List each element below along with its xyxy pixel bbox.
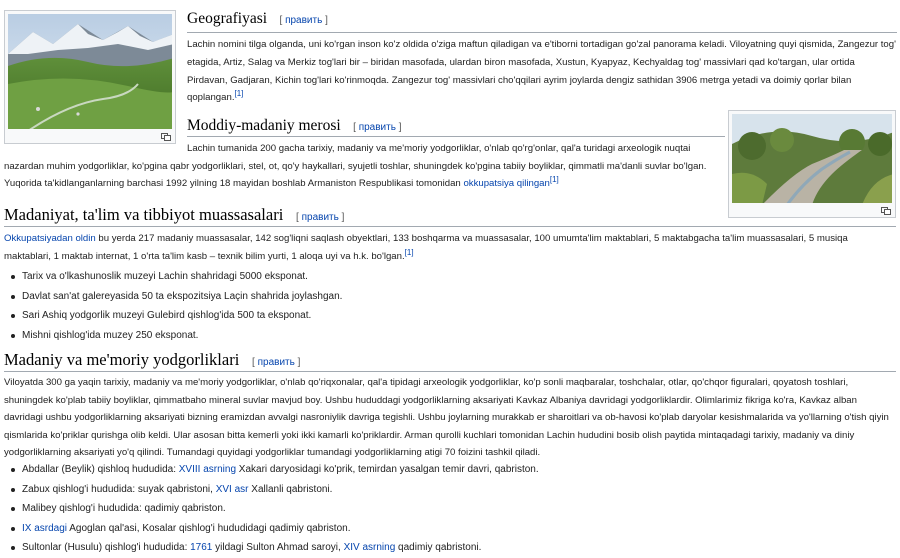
monuments-edit[interactable]: [ править ] <box>252 357 301 368</box>
item-text: Abdallar (Beylik) qishloq hududida: <box>22 464 179 475</box>
culture-title: Madaniyat, ta'lim va tibbiyot muassasalari <box>4 205 284 224</box>
item-text: Sultonlar (Husulu) qishlog'i hududida: <box>22 542 191 553</box>
item-text: qadimiy qabristoni. <box>395 542 482 553</box>
geography-text <box>187 36 897 107</box>
culture-ref[interactable]: [1] <box>404 247 414 257</box>
occupation-link[interactable]: okkupatsiya qilingan <box>463 178 550 189</box>
list-item <box>4 538 884 558</box>
list-item: Mishni qishlog'ida muzey 250 eksponat. <box>4 326 884 346</box>
item-text: yildagi Sulton Ahmad saroyi, <box>212 542 344 553</box>
geography-edit[interactable]: [ править ] <box>279 15 328 26</box>
museum-list <box>4 267 884 345</box>
mountain-thumbnail[interactable] <box>4 10 176 144</box>
item-text: Xakari daryosidagi ko'prik, temirdan yasalgan temir davri, qabriston. <box>236 464 539 475</box>
heritage-edit-link[interactable]: править <box>358 122 396 133</box>
before-occupation-link[interactable]: Okkupatsiyadan oldin <box>4 233 96 244</box>
culture-edit[interactable]: [ править ] <box>296 212 345 223</box>
monuments-heading <box>4 350 300 370</box>
culture-edit-link[interactable]: править <box>301 212 339 223</box>
geography-edit-link[interactable]: править <box>285 15 323 26</box>
monuments-rule <box>4 371 896 372</box>
year-link[interactable]: 1761 <box>190 542 213 553</box>
heritage-text <box>4 140 722 193</box>
heritage-ref[interactable]: [1] <box>549 174 559 184</box>
geography-rule <box>187 32 897 33</box>
river-thumbnail[interactable] <box>728 110 896 218</box>
monuments-text: Viloyatda 300 ga yaqin tarixiy, madaniy va me'moriy yodgorliklar, o'nlab qo'riqxonalar, qal'a tipidagi arxeologik yodgorliklar, ko'p sonli maqbaralar, toshchalar, otlar, qo'chqor figuralari, qoyatosh toshlari, shuningdek ko'plab tabiiy boyliklar, qimmatbaho mineral suvlar mavjud boy. Ushbu hududdagi yodgorliklarning aksariyati Kavkaz Albaniya davridagi yodgorliklardir. Olimlarimiz fikriga ko'ra, Kavkaz alban davridagi ushbu yodgorliklarning aksariyati bizning eramizdan avvalgi nasroniylik davriga tegishli. Ushbu joylarning murakkab er sharoitlari va ob-havosi ko'plab daryolar kesishmalarida va yo'llarning o'tish qiyin qismlarida ko'priklar qurishga olib keldi. Ular asosan bitta kemerli yoki ikki kamarli ko'priklardir. Arman qurolli kuchlari tomonidan Lachin hududini bosib olish paytida mintaqadagi tarixiy, madaniy va diniy yodgorliklarning aksariyati yo'q qilindi. Tumandagi quyidagi yodgorliklar tumandagi yodgorliklarning atigi 70 foizini tashkil qiladi. <box>4 377 889 459</box>
item-text: Agoglan qal'asi, Kosalar qishlog'i hududidagi qadimiy qabriston. <box>67 522 351 534</box>
monuments-edit-link[interactable]: править <box>257 357 295 368</box>
monuments-title: Madaniy va me'moriy yodgorliklari <box>4 350 240 369</box>
list-item <box>4 460 884 480</box>
geography-body: Lachin nomini tilga olganda, uni ko'rgan inson ko'z oldida o'ziga maftun qiladigan va e'tiborni tortadigan go'zal panorama keladi. Viloyatning quyi qismida, Zangezur tog' etagida, Artiz, Salag va Merkiz tog'lari bir – biridan masofada, ulardan biron masofada, Xustun, Kyapyaz, Kechyaldag tog' massivlari qad ko'targan, ular ortida Pirdavan, Gadjaran, Kichin tog'lari ko'rinmoqda. Zangezur tog' massivlari cho'qqilari ayrim joylarda dengiz sathidan 3906 metrga yetadi va doimiy qorlar bilan qoplangan. <box>187 39 896 104</box>
heritage-heading <box>187 117 722 137</box>
magnify-icon[interactable] <box>881 207 891 215</box>
list-item <box>4 499 884 519</box>
heritage-title: Moddiy-madaniy merosi <box>187 117 341 134</box>
list-item <box>4 519 884 539</box>
culture-body: bu yerda 217 madaniy muassasalar, 142 sog'liqni saqlash obyektlari, 133 boshqarma va muassasalar, 100 umumta'lim maktablari, 5 maktabgacha ta'lim muassasalari, 5 musiqa maktablari, 1 maktab internat, 1 o'rta ta'lim kasb – texnik bilim yurti, 1 aloqa uyi va h.k. bo'lgan. <box>4 233 848 262</box>
heritage-rule <box>187 136 725 137</box>
item-text: Malibey qishlog'i hududida: qadimiy qabriston. <box>22 503 226 514</box>
century-link[interactable]: IX asrdagi <box>22 522 68 534</box>
century-link[interactable]: XVI asr <box>215 483 249 495</box>
heritage-body: Lachin tumanida 200 gacha tarixiy, madaniy va me'moriy yodgorliklar, o'nlab qo'rg'onlar, qal'a turidagi arxeologik nuqtai nazardan muhim yodgorliklar, ko'pgina qabr yodgorliklari, stel, ot, qo'y haykallari, syujetli toshlar, shuningdek ko'pgina tabiiy boyliklar, qimmatli ma'danli suvlar bo'lgan. Yuqorida ta'kidlanganlarning barchasi 1992 yilning 18 mayidan boshlab Armaniston Respublikasi tomonidan <box>4 143 707 189</box>
river-image[interactable] <box>732 114 892 203</box>
item-text: Zabux qishlog'i hududida: suyak qabristoni, <box>22 483 216 495</box>
century-link[interactable]: XIV asrning <box>343 542 396 553</box>
geography-section <box>187 10 897 107</box>
monuments-list <box>4 460 884 558</box>
culture-text <box>4 230 896 265</box>
list-item <box>4 480 884 500</box>
list-item: Sari Ashiq yodgorlik muzeyi Gulebird qishlog'ida 500 ta eksponat. <box>4 306 884 326</box>
heritage-edit[interactable]: [ править ] <box>353 122 402 133</box>
geography-ref[interactable]: [1] <box>234 89 244 99</box>
culture-rule <box>4 226 896 227</box>
geography-heading <box>187 10 897 30</box>
geography-title: Geografiyasi <box>187 10 268 27</box>
culture-heading <box>4 205 344 225</box>
century-link[interactable]: XVIII asrning <box>178 464 237 475</box>
list-item: Tarix va o'lkashunoslik muzeyi Lachin shahridagi 5000 eksponat. <box>4 267 884 287</box>
mountain-image[interactable] <box>8 14 172 129</box>
item-text: Xallanli qabristoni. <box>248 483 333 495</box>
list-item: Davlat san'at galereyasida 50 ta ekspozitsiya Laçin shahrida joylashgan. <box>4 287 884 307</box>
